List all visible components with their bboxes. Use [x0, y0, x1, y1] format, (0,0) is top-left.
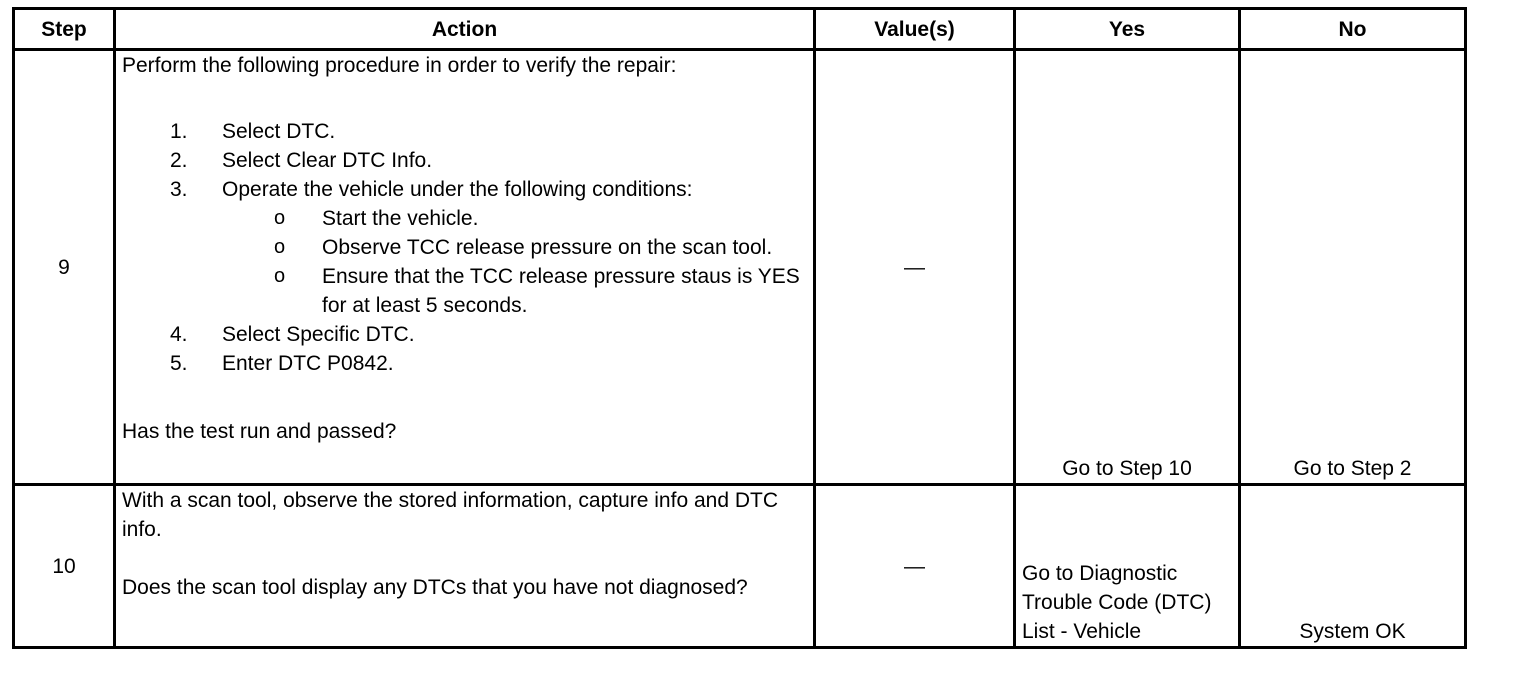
condition-text: Ensure that the TCC release pressure staus is YES for at least 5 seconds. [322, 265, 800, 317]
condition-item [222, 262, 807, 320]
condition-list [222, 204, 807, 320]
no-result: System OK [1240, 485, 1466, 648]
step-index: 1. [170, 120, 188, 143]
action-cell [115, 50, 815, 485]
action-question: Has the test run and passed? [122, 420, 397, 443]
procedure-step [122, 320, 807, 349]
step-text: Select Specific DTC. [222, 323, 415, 346]
header-row [14, 9, 1466, 50]
step-text: Operate the vehicle under the following conditions: [222, 178, 693, 201]
step-index: 5. [170, 352, 188, 375]
action-intro: Perform the following procedure in order to verify the repair: [122, 54, 677, 77]
action-question: Does the scan tool display any DTCs that you have not diagnosed? [122, 576, 748, 599]
step-index: 4. [170, 323, 188, 346]
step-text: Enter DTC P0842. [222, 352, 394, 375]
header-value: Value(s) [815, 9, 1015, 50]
header-no: No [1240, 9, 1466, 50]
yes-link[interactable]: Go to Diagnostic Trouble Code (DTC) List - Vehicle [1015, 485, 1240, 648]
header-action: Action [115, 9, 815, 50]
procedure-step [122, 175, 807, 320]
action-cell [115, 485, 815, 648]
step-index: 3. [170, 178, 188, 201]
step-number: 9 [14, 50, 115, 485]
bullet-icon: o [274, 207, 286, 229]
diagnostic-page [12, 7, 1464, 649]
table-row-step-9 [14, 50, 1466, 485]
step-number: 10 [14, 485, 115, 648]
header-step: Step [14, 9, 115, 50]
step-text: Select Clear DTC Info. [222, 149, 433, 172]
condition-item [222, 204, 807, 233]
diagnostic-table [12, 7, 1467, 649]
procedure-steps [122, 117, 807, 378]
yes-link[interactable]: Go to Step 10 [1015, 50, 1240, 485]
value-cell: — [815, 485, 1015, 648]
bullet-icon: o [274, 236, 286, 258]
procedure-step [122, 349, 807, 378]
step-index: 2. [170, 149, 188, 172]
action-intro: With a scan tool, observe the stored information, capture info and DTC info. [122, 489, 778, 541]
no-link[interactable]: Go to Step 2 [1240, 50, 1466, 485]
condition-text: Observe TCC release pressure on the scan tool. [322, 236, 773, 259]
step-text: Select DTC. [222, 120, 336, 143]
procedure-step [122, 146, 807, 175]
condition-text: Start the vehicle. [322, 207, 479, 230]
header-yes: Yes [1015, 9, 1240, 50]
value-cell: — [815, 50, 1015, 485]
bullet-icon: o [274, 265, 286, 287]
condition-item [222, 233, 807, 262]
procedure-step [122, 117, 807, 146]
table-row-step-10 [14, 485, 1466, 648]
